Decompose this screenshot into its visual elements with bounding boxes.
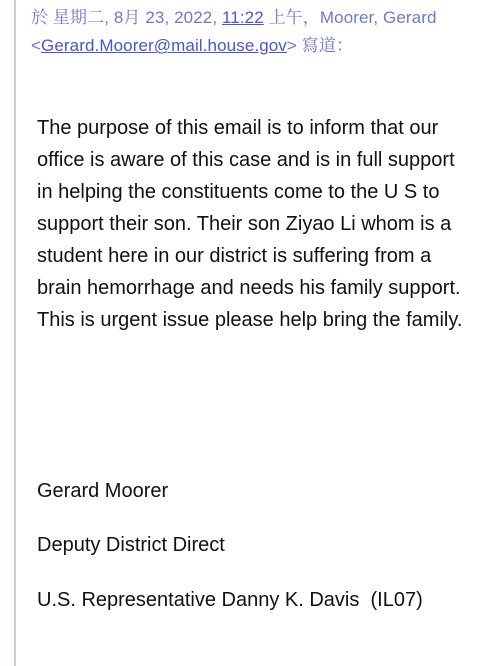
quote-bar [14, 0, 16, 666]
reply-header-sender: 上午，Moorer, Gerard < [31, 8, 437, 55]
message-body [37, 112, 467, 336]
reply-header [31, 4, 471, 60]
reply-header-date: 於 星期二, 8月 23, 2022, [31, 8, 222, 27]
signature-organization: U.S. Representative Danny K. Davis (IL07) [37, 589, 423, 611]
sender-email-link[interactable]: Gerard.Moorer@mail.house.gov [41, 36, 287, 55]
reply-time-link[interactable]: 11:22 [221, 8, 264, 27]
signature-title: Deputy District Direct [37, 534, 225, 556]
reply-header-suffix: > 寫道： [286, 36, 354, 55]
signature-name: Gerard Moorer [37, 480, 169, 502]
message-paragraph: The purpose of this email is to inform that our office is aware of this case and is in full support in helping the constituents come to the U S to support their son. Their son Ziyao Li whom is a student here in our district is suffering from a brain hemorrhage and needs his family support. This is urgent issue please help bring the family. [37, 117, 463, 331]
